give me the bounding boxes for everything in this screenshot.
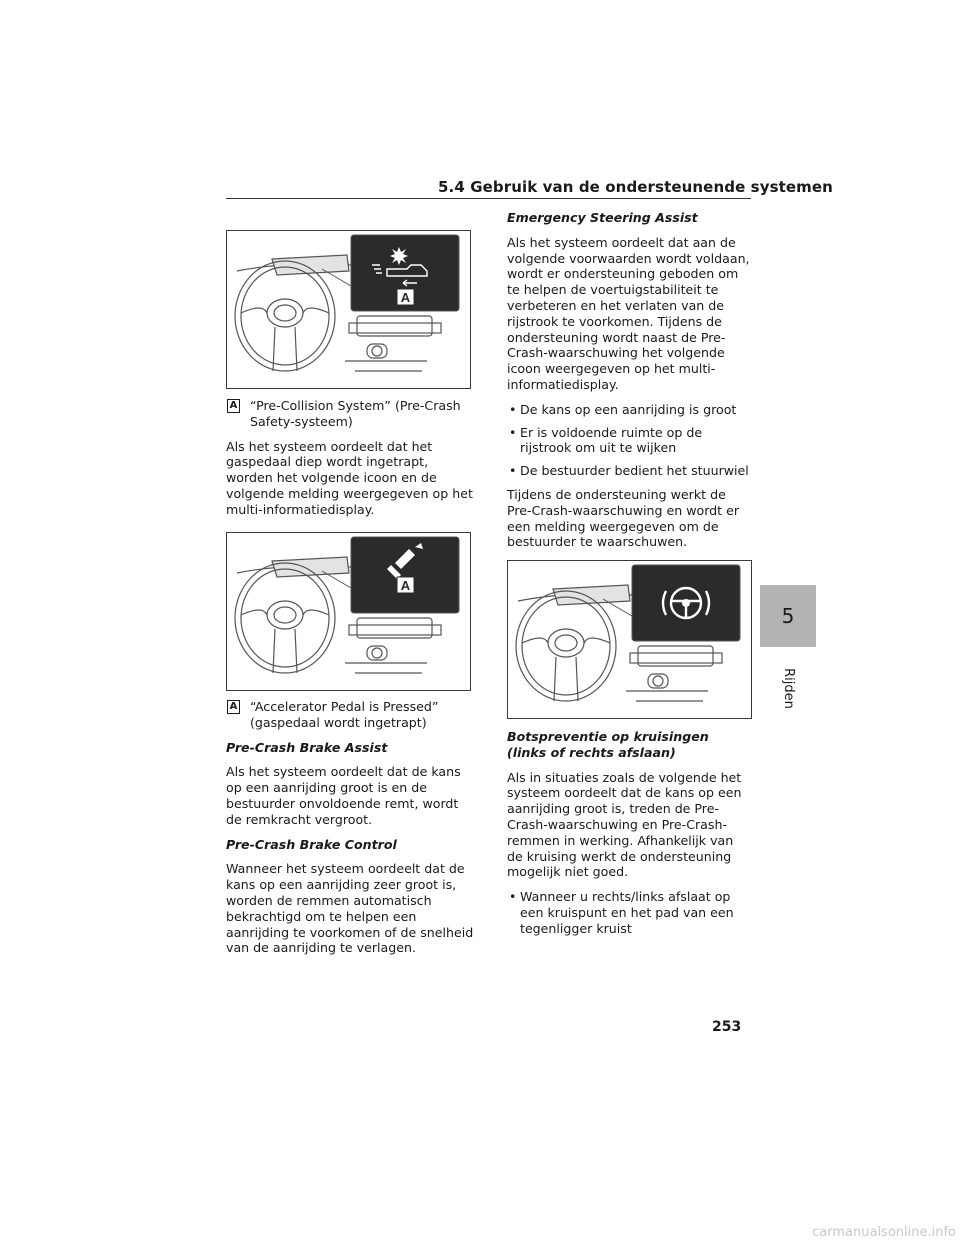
list-item: • Wanneer u rechts/links afslaat op een kruispunt en het pad van een tegenligger kruist — [507, 889, 752, 936]
paragraph: Als in situaties zoals de volgende het systeem oordeelt dat de kans op een aanrijding groot is, treden de Pre-Crash-waarschuwing en Pre-Crash-remmen in werking. Afhankelijk van de kruising werkt de ondersteuning mogelijk niet goed. — [507, 769, 742, 880]
list-item: • De bestuurder bedient het stuurwiel — [507, 463, 752, 479]
watermark-link[interactable]: carmanualsonline.info — [812, 1225, 956, 1240]
caption-a-1 — [226, 398, 476, 430]
right-column-top — [507, 210, 752, 559]
caption-letter: A — [227, 700, 240, 714]
heading-intersection-collision: Botspreventie op kruisingen (links of rechts afslaan) — [507, 729, 709, 760]
bullet-list-conditions — [507, 402, 752, 479]
chapter-tab-label: Rijden — [780, 667, 796, 709]
chapter-number: 5 — [781, 604, 795, 628]
section-header: 5.4 Gebruik van de ondersteunende systemen — [438, 178, 833, 196]
paragraph: Tijdens de ondersteuning werkt de Pre-Crash-waarschuwing en wordt er een melding weergegeven om de bestuurder te waarschuwen. — [507, 486, 740, 550]
caption-letter: A — [227, 399, 240, 413]
paragraph: Als het systeem oordeelt dat aan de volgende voorwaarden wordt voldaan, wordt er ondersteuning geboden om te helpen de voertuigstabiliteit te verbeteren en het verlaten van de rijstrook te voorkomen. Tijdens de ondersteuning wordt naast de Pre-Crash-waarschuwing het volgende icoon weergegeven op het multi-informatiedisplay. — [507, 234, 750, 392]
paragraph: Als het systeem oordeelt dat de kans op een aanrijding groot is en de bestuurder onvoldoende remt, wordt de remkracht vergroot. — [226, 764, 461, 827]
right-column-bottom — [507, 729, 752, 945]
caption-text: “Pre-Collision System” (Pre-Crash Safety-systeem) — [250, 398, 461, 429]
dashboard-illustration-2 — [227, 533, 470, 690]
list-item: • Er is voldoende ruimte op de rijstrook om uit te wijken — [507, 425, 752, 457]
left-column-top — [226, 398, 476, 527]
header-divider — [226, 198, 751, 199]
page-number: 253 — [712, 1019, 742, 1035]
dashboard-illustration-3 — [508, 561, 751, 718]
figure-letter-a: A — [400, 290, 411, 305]
caption-text: “Accelerator Pedal is Pressed” (gaspedaal wordt ingetrapt) — [250, 699, 439, 730]
paragraph: Als het systeem oordeelt dat het gaspedaal diep wordt ingetrapt, worden het volgende icoon en de volgende melding weergegeven op het multi-informatiedisplay. — [226, 438, 473, 517]
heading-pre-crash-brake-assist: Pre-Crash Brake Assist — [226, 739, 388, 755]
bullet-list-situations — [507, 889, 752, 936]
list-item: • De kans op een aanrijding is groot — [507, 402, 752, 418]
figure-steering-assist-display — [507, 560, 752, 719]
heading-emergency-steering-assist: Emergency Steering Assist — [507, 210, 698, 225]
left-column-bottom — [226, 699, 476, 965]
figure-pre-crash-display — [226, 230, 471, 389]
chapter-tab[interactable] — [760, 585, 816, 647]
heading-pre-crash-brake-control: Pre-Crash Brake Control — [226, 836, 397, 852]
figure-accelerator-display — [226, 532, 471, 691]
caption-a-2 — [226, 699, 476, 731]
figure-letter-a: A — [400, 578, 411, 593]
dashboard-illustration-1 — [227, 231, 470, 388]
paragraph: Wanneer het systeem oordeelt dat de kans op een aanrijding zeer groot is, worden de remmen automatisch bekrachtigd om te helpen een aanrijding te voorkomen of de snelheid van de aanrijding te verlagen. — [226, 861, 474, 956]
